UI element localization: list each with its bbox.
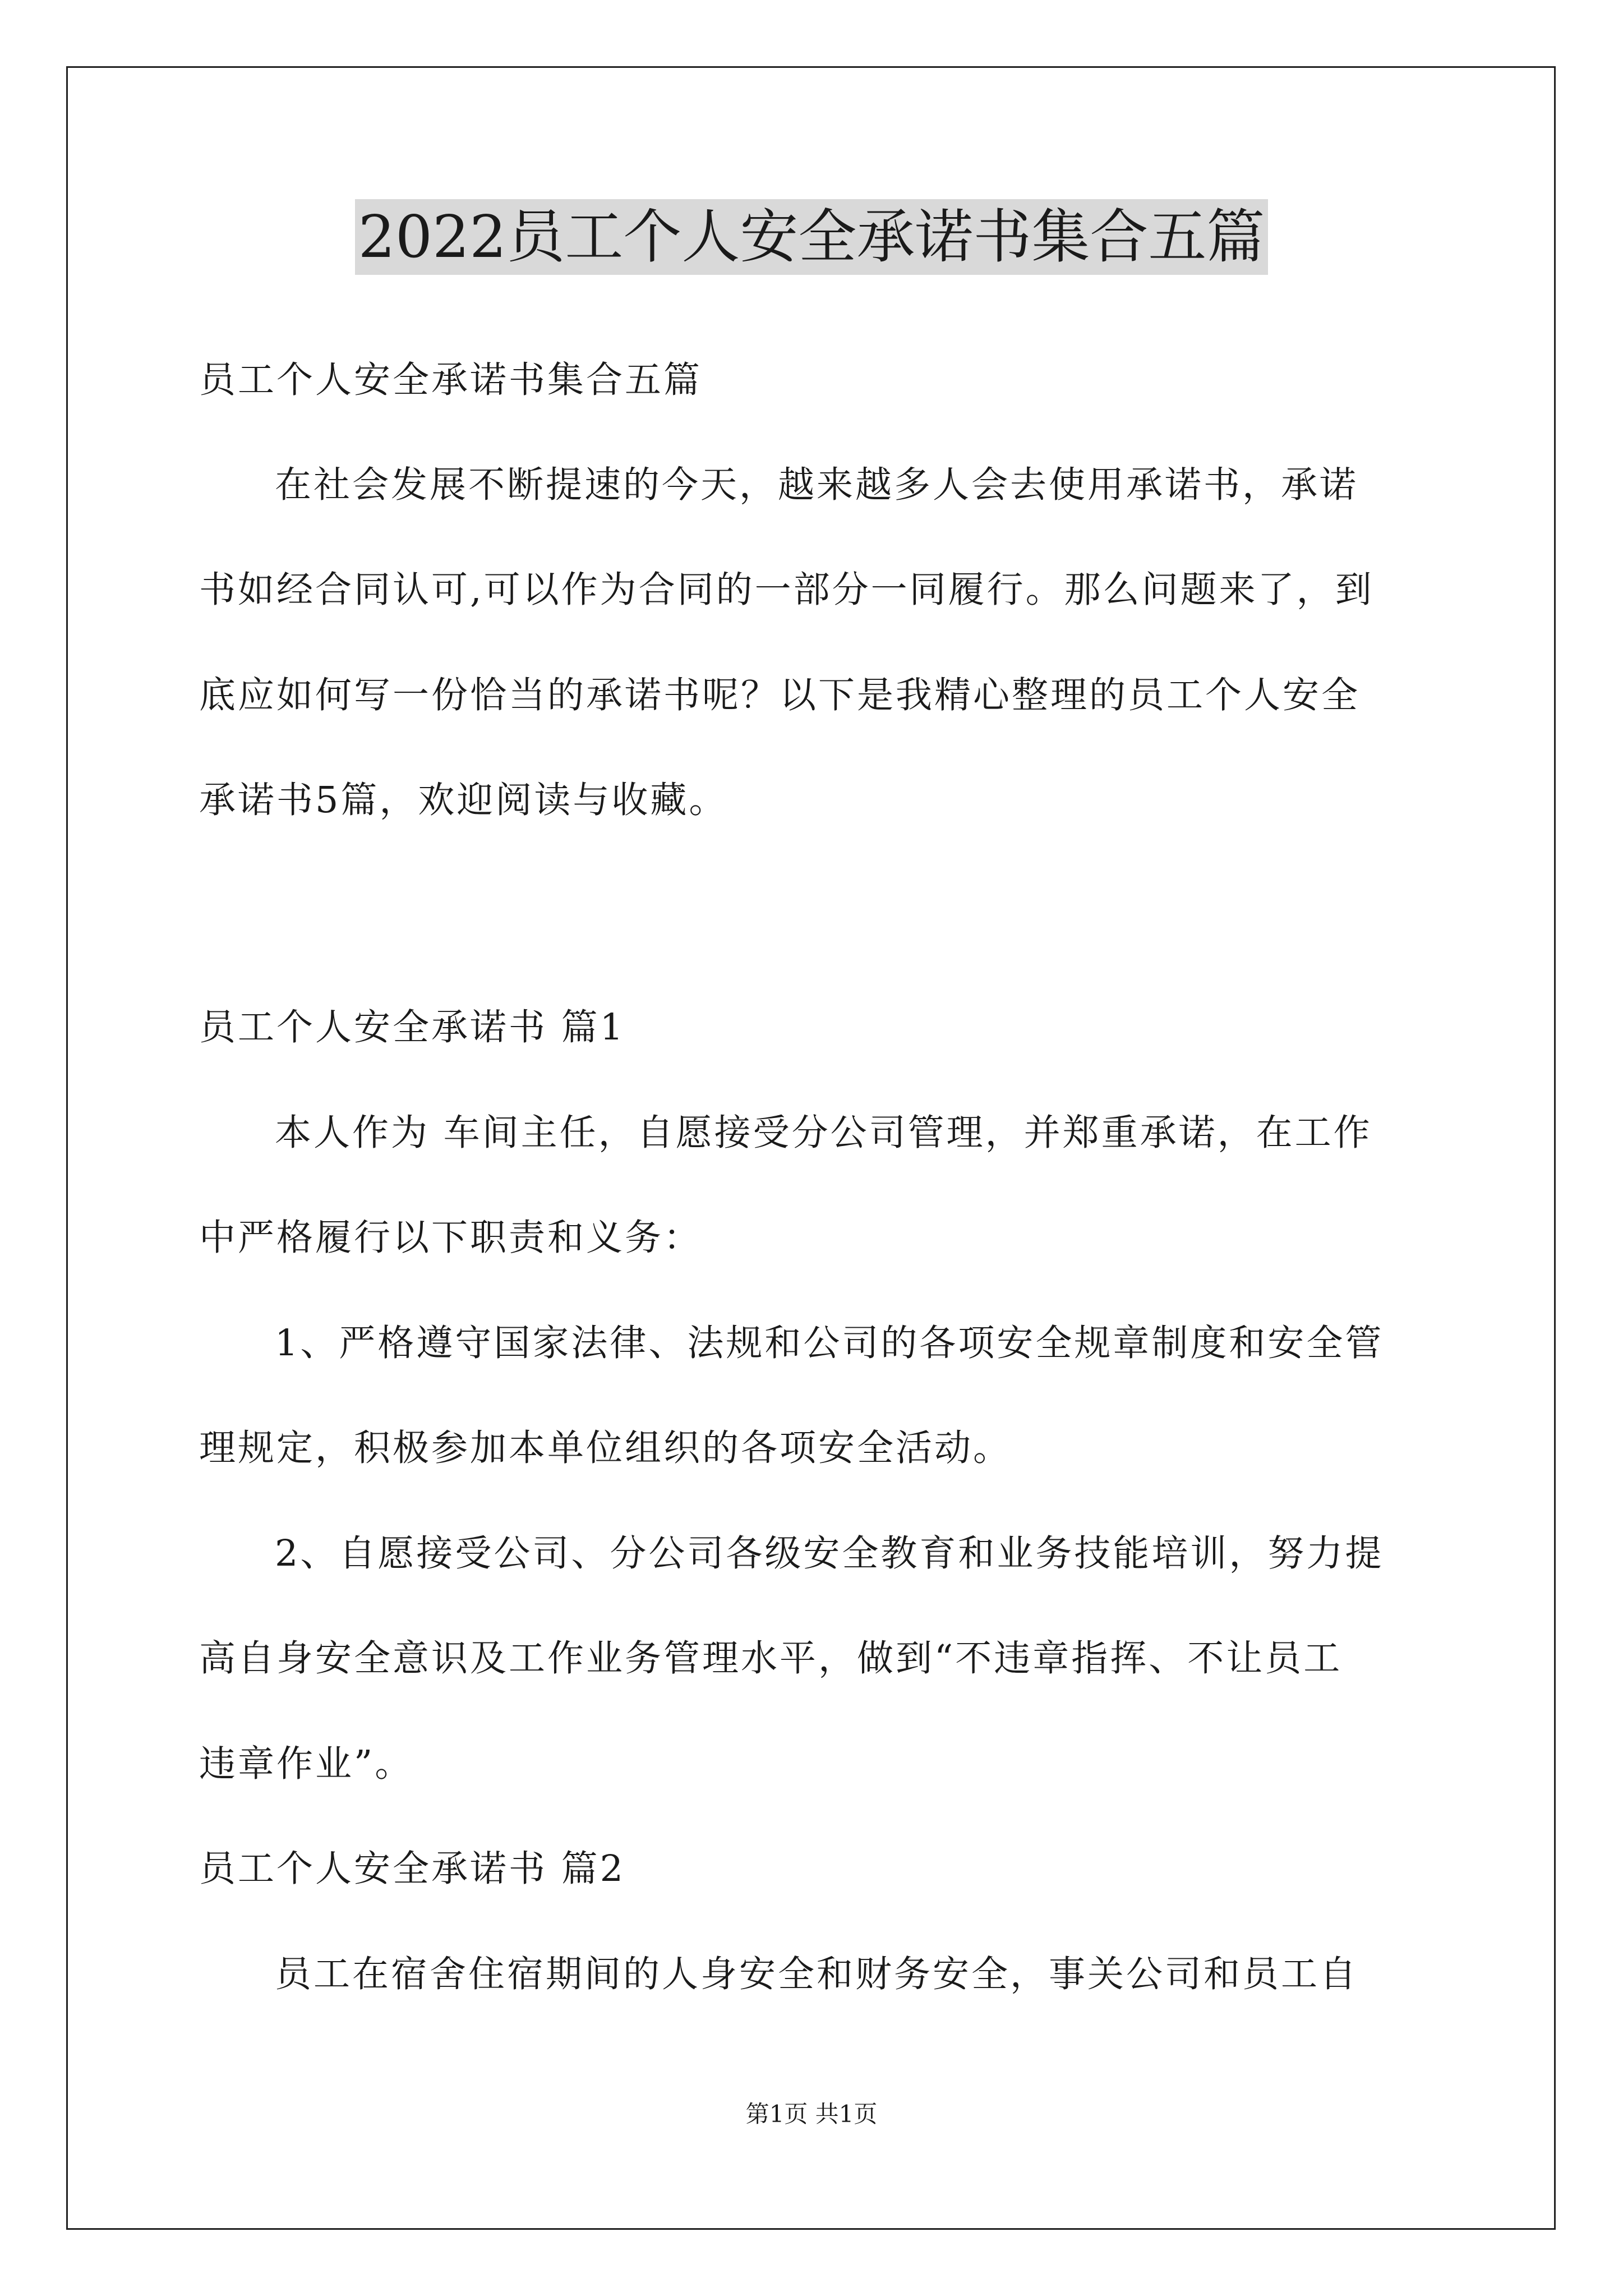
- document-title: 2022员工个人安全承诺书集合五篇: [355, 199, 1269, 275]
- section-1-line-6: 高自身安全意识及工作业务管理水平，做到“不违章指挥、不让员工: [199, 1637, 1343, 1680]
- section-1-line-2: 中严格履行以下职责和义务：: [199, 1217, 703, 1259]
- section-2-heading: 员工个人安全承诺书 篇2: [199, 1848, 626, 1890]
- intro-line-4: 承诺书5篇，欢迎阅读与收藏。: [199, 779, 728, 821]
- section-1-line-4: 理规定，积极参加本单位组织的各项安全活动。: [199, 1427, 1012, 1469]
- intro-line-3: 底应如何写一份恰当的承诺书呢？以下是我精心整理的员工个人安全: [199, 674, 1361, 716]
- section-1-line-1: 本人作为 车间主任，自愿接受分公司管理，并郑重承诺，在工作: [275, 1112, 1372, 1154]
- section-1-heading: 员工个人安全承诺书 篇1: [199, 1006, 626, 1048]
- intro-line-2: 书如经合同认可,可以作为合同的一部分一同履行。那么问题来了，到: [199, 569, 1374, 611]
- title-container: [0, 199, 1623, 275]
- page-footer: 第1页 共1页: [745, 2100, 878, 2128]
- section-1-line-5: 2、自愿接受公司、分公司各级安全教育和业务技能培训，努力提: [275, 1533, 1384, 1575]
- subtitle: 员工个人安全承诺书集合五篇: [199, 359, 703, 401]
- section-2-line-1: 员工在宿舍住宿期间的人身安全和财务安全，事关公司和员工自: [275, 1953, 1359, 1995]
- section-1-line-7: 违章作业”。: [199, 1743, 414, 1785]
- section-1-line-3: 1、严格遵守国家法律、法规和公司的各项安全规章制度和安全管: [275, 1322, 1384, 1364]
- intro-line-1: 在社会发展不断提速的今天，越来越多人会去使用承诺书，承诺: [275, 464, 1359, 506]
